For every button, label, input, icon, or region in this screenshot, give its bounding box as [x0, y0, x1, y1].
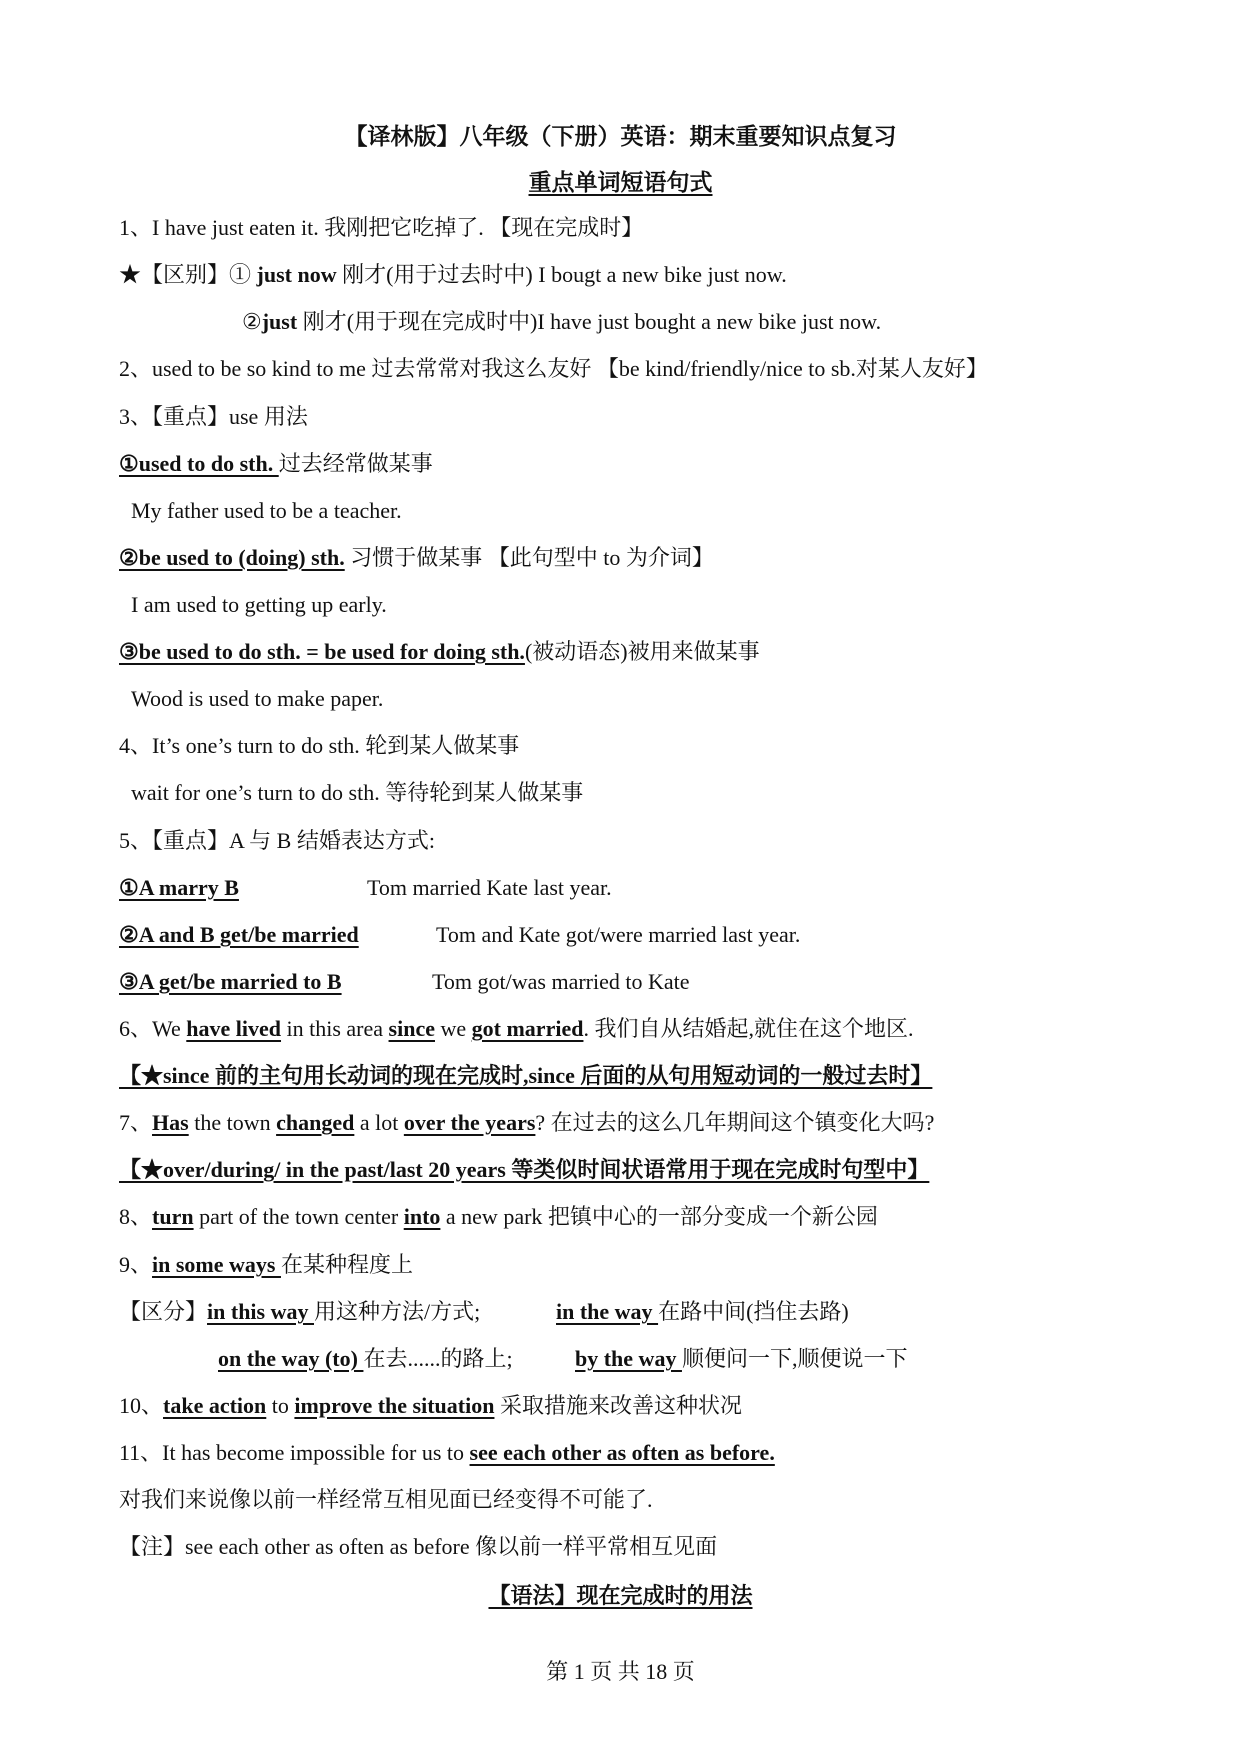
text: 刚才(用于过去时中) I bougt a new bike just now.	[336, 262, 787, 287]
keyword: improve the situation	[294, 1393, 495, 1418]
phrase: ①A marry B	[119, 875, 239, 900]
item-8	[119, 1202, 878, 1232]
item-9-distinction-1	[119, 1297, 849, 1327]
keyword: over the years	[403, 1110, 536, 1135]
text: 8、	[119, 1204, 153, 1229]
keyword: since	[388, 1016, 435, 1041]
item-11-translation: 对我们来说像以前一样经常互相见面已经变得不可能了.	[119, 1487, 653, 1512]
keyword: changed	[276, 1110, 355, 1135]
item-1-distinction-2	[242, 307, 881, 337]
document-title: 【译林版】八年级（下册）英语：期末重要知识点复习	[344, 124, 897, 149]
text: 采取措施来改善这种状况	[494, 1393, 742, 1418]
usage-3	[119, 637, 760, 667]
phrase: ②A and B get/be married	[119, 922, 359, 947]
marry-form-2	[119, 920, 801, 950]
text: 【区分】	[119, 1299, 208, 1324]
meaning: 在路中间(挡住去路)	[658, 1299, 849, 1324]
text: part of the town center	[193, 1204, 404, 1229]
phrase-group	[575, 1344, 907, 1374]
text: 10、	[119, 1393, 164, 1418]
text: we	[435, 1016, 472, 1041]
text: in this area	[281, 1016, 389, 1041]
usage-2	[119, 543, 714, 573]
keyword: have lived	[186, 1016, 282, 1041]
keyword: just	[261, 309, 298, 334]
item-9	[119, 1250, 413, 1280]
item-7-note: 【★over/during/ in the past/last 20 years 等类似时间状语常用于现在完成时句型中】	[119, 1157, 930, 1182]
example: Tom and Kate got/were married last year.	[436, 922, 801, 947]
meaning: (被动语态)被用来做某事	[524, 639, 760, 664]
item-11-note: 【注】see each other as often as before 像以前一样平常相互见面	[119, 1534, 718, 1559]
meaning: 过去经常做某事	[278, 451, 433, 476]
text: 11、It has become impossible for us to	[119, 1440, 470, 1465]
example-1: My father used to be a teacher.	[131, 498, 402, 523]
example-2: I am used to getting up early.	[131, 592, 387, 617]
keyword: see each other as often as before.	[469, 1440, 775, 1465]
keyword: just now	[256, 262, 337, 287]
text: ★【区别】①	[119, 262, 257, 287]
text: 9、	[119, 1252, 153, 1277]
keyword: Has	[152, 1110, 189, 1135]
usage-1	[119, 449, 433, 479]
meaning: 习惯于做某事 【此句型中 to 为介词】	[344, 545, 714, 570]
text: a lot	[354, 1110, 404, 1135]
phrase: ②be used to (doing) sth.	[119, 545, 345, 570]
item-7	[119, 1108, 934, 1138]
text: 7、	[119, 1110, 153, 1135]
item-4-phrase: wait for one’s turn to do sth. 等待轮到某人做某事	[131, 780, 584, 805]
meaning: 在某种程度上	[280, 1252, 413, 1277]
item-1-distinction-1	[119, 260, 787, 290]
phrase: ①used to do sth.	[119, 451, 279, 476]
section-heading: 重点单词短语句式	[528, 170, 713, 195]
item-4: 4、It’s one’s turn to do sth. 轮到某人做某事	[119, 733, 520, 758]
keyword: on the way (to)	[218, 1346, 364, 1371]
example-3: Wood is used to make paper.	[131, 686, 384, 711]
keyword: in this way	[207, 1299, 314, 1324]
text: 6、We	[119, 1016, 187, 1041]
item-9-distinction-2	[218, 1344, 908, 1374]
item-5: 5、【重点】A 与 B 结婚表达方式:	[119, 828, 435, 853]
page-footer: 第 1 页 共 18 页	[546, 1659, 695, 1684]
text: to	[266, 1393, 295, 1418]
text: the town	[188, 1110, 277, 1135]
meaning: 在去......的路上;	[363, 1346, 513, 1371]
example: Tom got/was married to Kate	[432, 969, 690, 994]
item-3: 3、【重点】use 用法	[119, 404, 308, 429]
text: ? 在过去的这么几年期间这个镇变化大吗?	[535, 1110, 935, 1135]
phrase: ③A get/be married to B	[119, 969, 342, 994]
item-11	[119, 1438, 775, 1468]
grammar-heading: 【语法】现在完成时的用法	[488, 1583, 753, 1608]
item-6	[119, 1014, 913, 1044]
keyword: turn	[152, 1204, 194, 1229]
marry-form-1	[119, 873, 612, 903]
keyword: in the way	[556, 1299, 659, 1324]
item-6-note: 【★since 前的主句用长动词的现在完成时,since 后面的从句用短动词的一般过去时】	[119, 1063, 933, 1088]
keyword: in some ways	[152, 1252, 281, 1277]
keyword: got married	[471, 1016, 584, 1041]
marry-form-3	[119, 967, 690, 997]
keyword: by the way	[575, 1346, 682, 1371]
item-10	[119, 1391, 742, 1421]
phrase-group	[556, 1297, 849, 1327]
meaning: 顺便问一下,顺便说一下	[681, 1346, 908, 1371]
text: . 我们自从结婚起,就住在这个地区.	[583, 1016, 914, 1041]
item-1: 1、I have just eaten it. 我刚把它吃掉了. 【现在完成时】	[119, 215, 644, 240]
keyword: take action	[163, 1393, 267, 1418]
phrase: ③be used to do sth. = be used for doing sth.	[119, 639, 525, 664]
keyword: into	[403, 1204, 441, 1229]
item-2: 2、used to be so kind to me 过去常常对我这么友好 【be kind/friendly/nice to sb.对某人友好】	[119, 356, 988, 381]
meaning: 用这种方法/方式;	[314, 1299, 481, 1324]
text: a new park 把镇中心的一部分变成一个新公园	[440, 1204, 878, 1229]
text: 刚才(用于现在完成时中)I have just bought a new bike just now.	[297, 309, 882, 334]
text: ②	[242, 309, 262, 334]
example: Tom married Kate last year.	[367, 875, 612, 900]
